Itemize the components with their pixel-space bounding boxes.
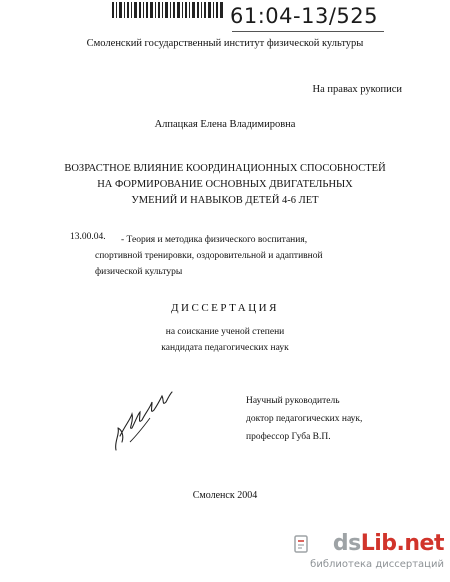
barcode: [112, 2, 224, 18]
dslib-watermark: [294, 531, 444, 577]
archive-stamp: 61:04-13/525: [230, 4, 378, 28]
stamp-underline: [232, 31, 384, 32]
degree-sought: [0, 324, 450, 356]
dslib-logo-text: [333, 531, 444, 556]
dslib-logo-icon: [294, 535, 310, 553]
thesis-title: [0, 161, 450, 209]
specialty-line: - Теория и методика физического воспитания,: [121, 235, 308, 245]
supervisor-block: [246, 392, 362, 446]
specialty-line: физической культуры: [95, 267, 183, 277]
rights-note: На правах рукописи: [312, 84, 402, 95]
degree-line: кандидата педагогических наук: [161, 343, 289, 353]
institution-name: Смоленский государственный институт физической культуры: [86, 38, 364, 49]
thesis-title-line: ВОЗРАСТНОЕ ВЛИЯНИЕ КООРДИНАЦИОННЫХ СПОСОБНОСТЕЙ: [64, 163, 386, 174]
specialty-line: спортивной тренировки, оздоровительной и адаптивной: [95, 251, 323, 261]
supervisor-degree: доктор педагогических наук,: [246, 414, 363, 424]
author-name: Алпацкая Елена Владимировна: [154, 119, 296, 130]
dslib-tagline: библиотека диссертаций: [310, 559, 444, 570]
handwritten-signature: [106, 384, 178, 454]
thesis-title-line: УМЕНИЙ И НАВЫКОВ ДЕТЕЙ 4-6 ЛЕТ: [131, 195, 319, 206]
thesis-title-line: НА ФОРМИРОВАНИЕ ОСНОВНЫХ ДВИГАТЕЛЬНЫХ: [97, 179, 353, 190]
dslib-logo-suffix: Lib.net: [360, 531, 444, 556]
specialty-code: 13.00.04.: [70, 232, 106, 242]
supervisor-name: профессор Губа В.П.: [246, 432, 331, 442]
degree-line: на соискание ученой степени: [165, 327, 285, 337]
document-type: ДИССЕРТАЦИЯ: [171, 302, 279, 314]
specialty-description: [95, 232, 323, 280]
city-year: Смоленск 2004: [192, 490, 258, 501]
dslib-logo-prefix: ds: [332, 531, 361, 556]
supervisor-role: Научный руководитель: [246, 396, 340, 406]
